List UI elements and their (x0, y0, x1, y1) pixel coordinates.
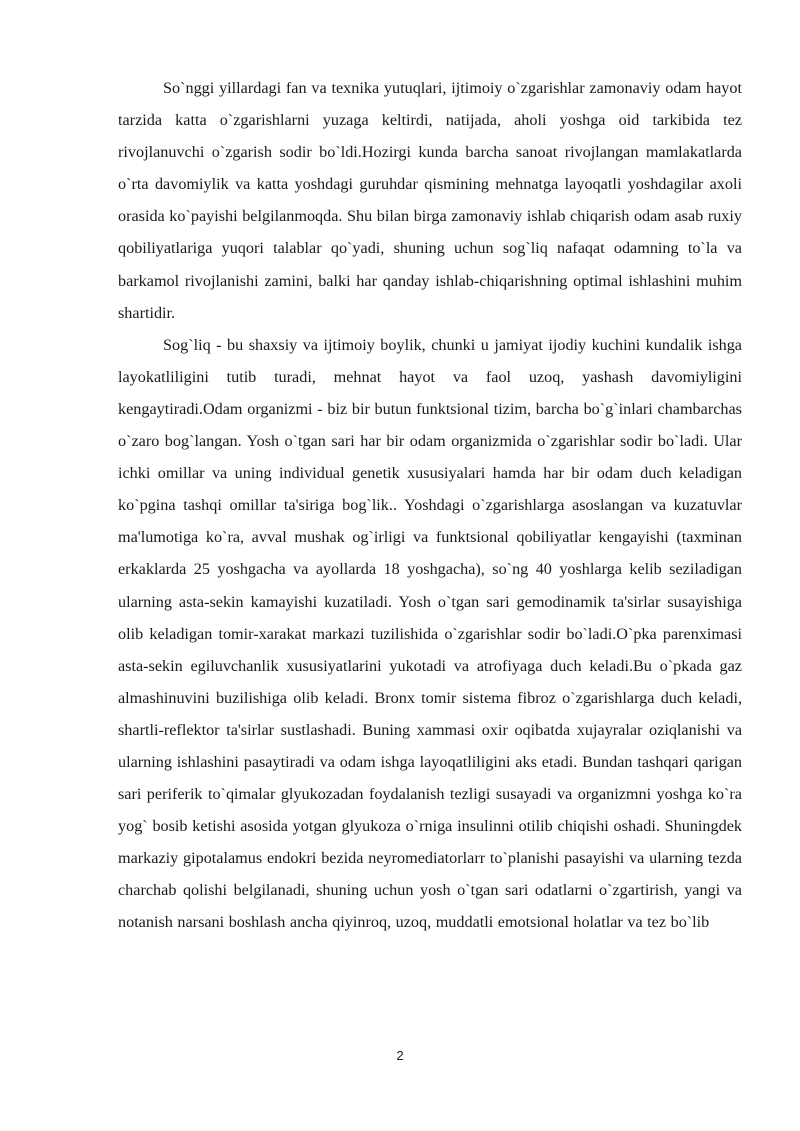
document-page (118, 72, 742, 939)
page-number: 2 (396, 1048, 404, 1063)
body-paragraph-1: So`nggi yillardagi fan va texnika yutuqlari, ijtimoiy o`zgarishlar zamonaviy odam hayot tarzida katta o`zgarishlarni yuzaga keltirdi, natijada, aholi yoshga oid tarkibida tez rivojlanuvchi o`zgarish sodir bo`ldi.Hozirgi kunda barcha sanoat rivojlangan mamlakatlarda o`rta davomiylik va katta yoshdagi guruhdar qismining mehnatga layoqatli yoshdagilar axoli orasida ko`payishi belgilanmoqda. Shu bilan birga zamonaviy ishlab chiqarish odam asab ruxiy qobiliyatlariga yuqori talablar qo`yadi, shuning uchun sog`liq nafaqat odamning to`la va barkamol rivojlanishi zamini, balki har qanday ishlab-chiqarishning optimal ishlashini muhim shartidir. (118, 79, 742, 322)
body-paragraph-2: Sog`liq - bu shaxsiy va ijtimoiy boylik, chunki u jamiyat ijodiy kuchini kundalik ishga layokatliligini tutib turadi, mehnat hayot va faol uzoq, yashash davomiyligini kengaytiradi.Odam organizmi - biz bir butun funktsional tizim, barcha bo`g`inlari chambarchas o`zaro bog`langan. Yosh o`tgan sari har bir odam organizmida o`zgarishlar sodir bo`ladi. Ular ichki omillar va uning individual genetik xususiyalari hamda har bir odam duch keladigan ko`pgina tashqi omillar ta'siriga bog`lik.. Yoshdagi o`zgarishlarga asoslangan va kuzatuvlar ma'lumotiga ko`ra, avval mushak og`irligi va funktsional qobiliyatlar kengayishi (taxminan erkaklarda 25 yoshgacha va ayollarda 18 yoshgacha), so`ng 40 yoshlarga kelib seziladigan ularning asta-sekin kamayishi kuzatiladi. Yosh o`tgan sari gemodinamik ta'sirlar susayishiga olib keladigan tomir-xarakat markazi tuzilishida o`zgarishlar sodir bo`ladi.O`pka parenximasi asta-sekin egiluvchanlik xususiyatlarini yukotadi va atrofiyaga duch keladi.Bu o`pkada gaz almashinuvini buzilishiga olib keladi. Bronx tomir sistema fibroz o`zgarishlarga duch keladi, shartli-reflektor ta'sirlar sustlashadi. Buning xammasi oxir oqibatda xujayralar oziqlanishi va ularning ishlashini pasaytiradi va odam ishga layoqatliligini aks etadi. Bundan tashqari qarigan sari periferik to`qimalar glyukozadan foydalanish tezligi susayadi va organizmni yoshga ko`ra yog` bosib ketishi asosida yotgan glyukoza o`rniga insulinni otilib chiqishi oshadi. Shuningdek markaziy gipotalamus endokri bezida neyromediatorlarr to`planishi pasayishi va ularning tezda charchab qolishi belgilanadi, shuning uchun yosh o`tgan sari odatlarni o`zgartirish, yangi va notanish narsani boshlash ancha qiyinroq, uzoq, muddatli emotsional holatlar va tez bo`lib (118, 335, 742, 932)
